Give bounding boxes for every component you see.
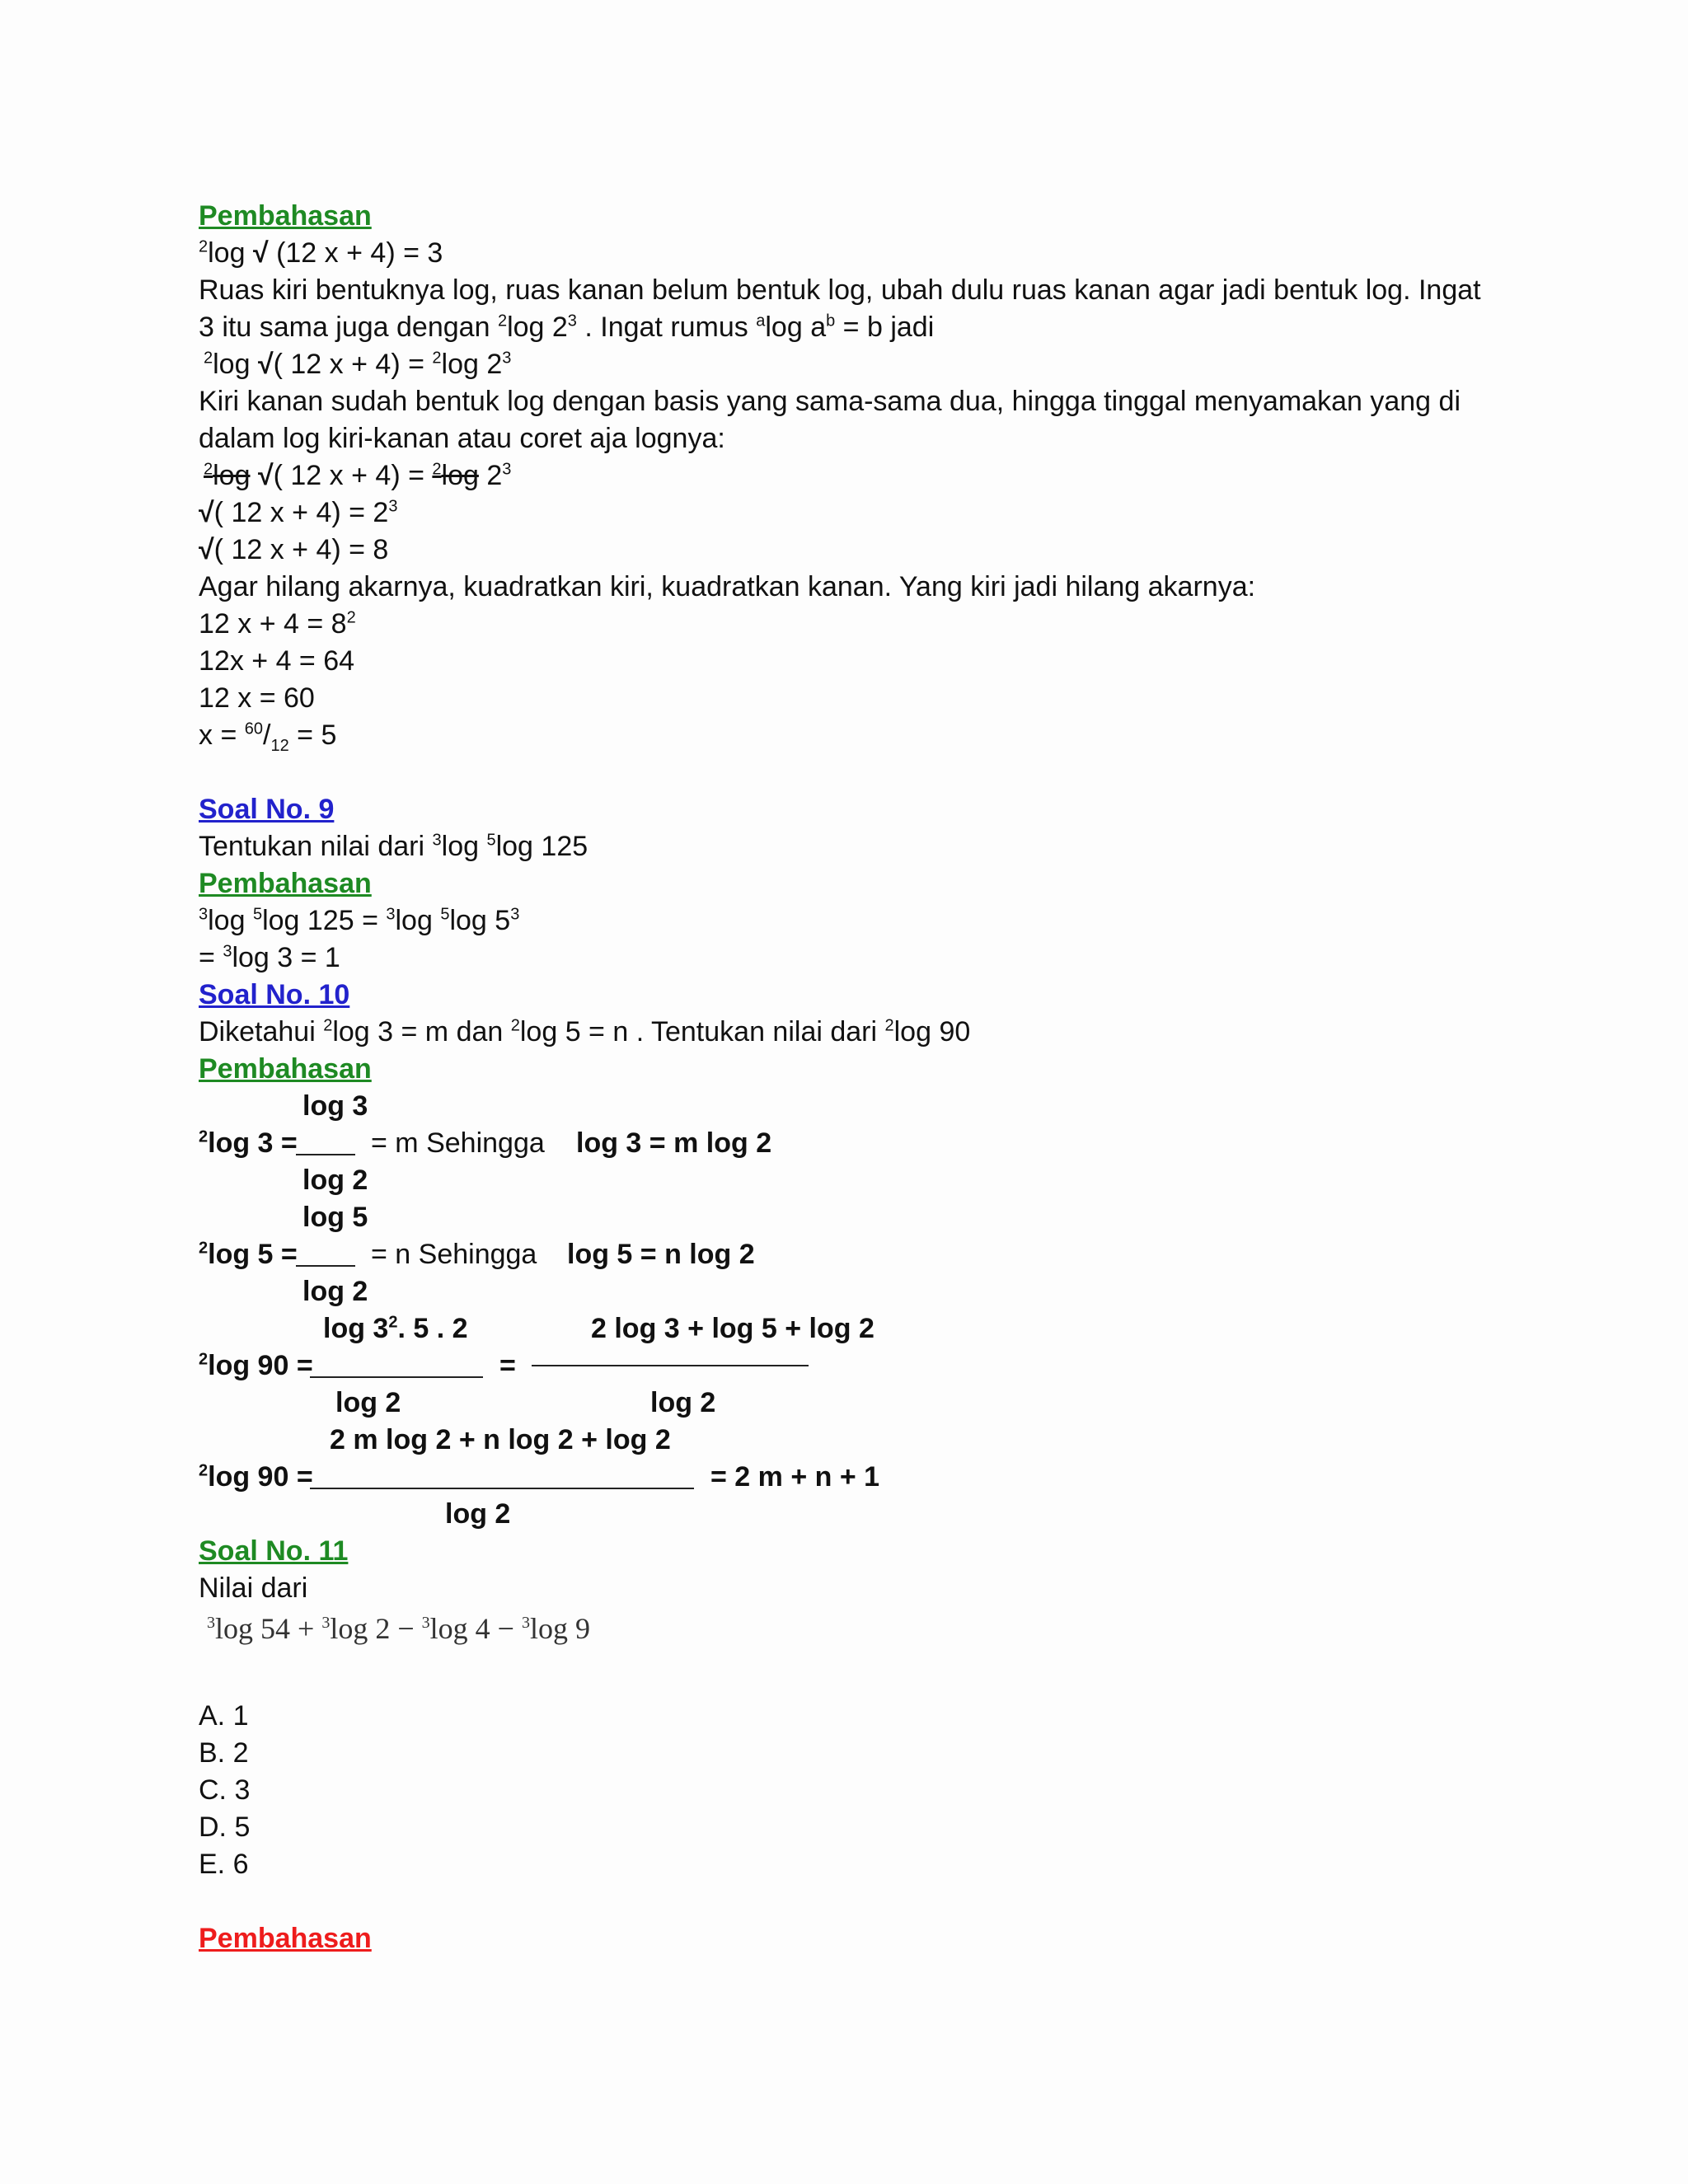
fraction-denominator: log 2 bbox=[650, 1387, 716, 1418]
pembahasan-heading-2: Pembahasan bbox=[199, 868, 372, 899]
fraction-result: = 2 m + n + 1 bbox=[710, 1461, 880, 1493]
option-e: E. 6 bbox=[199, 1849, 249, 1880]
option-a: A. 1 bbox=[199, 1700, 249, 1732]
paragraph: Agar hilang akarnya, kuadratkan kiri, kuadratkan kanan. Yang kiri jadi hilang akarnya: bbox=[199, 571, 1256, 602]
fraction-lhs: $^2$log 90 = bbox=[199, 1461, 313, 1493]
equation-line: $^2$log √( 12 x + 4) = $^2$log $2^3$ bbox=[204, 460, 512, 491]
equation-line: $^3$log $^5$log 125 = $^3$log $^5$log $5^3$ bbox=[199, 905, 520, 936]
paragraph: Kiri kanan sudah bentuk log dengan basis yang sama-sama dua, hingga tinggal menyamakan yang di bbox=[199, 386, 1461, 417]
option-c: C. 3 bbox=[199, 1774, 251, 1806]
log-expression: $^3$log 54 + $^3$log 2 − $^3$log 4 − $^3$log 9 bbox=[207, 1612, 590, 1645]
equals-sign: = bbox=[499, 1350, 516, 1381]
equation-line: √( 12 $x + 4) = 2^3$ bbox=[199, 497, 398, 528]
fraction-denominator: log 2 bbox=[302, 1165, 368, 1196]
question-text: Nilai dari bbox=[199, 1572, 308, 1604]
fraction-numerator: log 5 bbox=[302, 1202, 368, 1233]
fraction-bar bbox=[310, 1347, 483, 1378]
fraction-denominator: log 2 bbox=[445, 1498, 511, 1530]
option-b: B. 2 bbox=[199, 1737, 249, 1769]
pembahasan-heading-1: Pembahasan bbox=[199, 200, 372, 232]
paragraph: Ruas kiri bentuknya log, ruas kanan belum bentuk log, ubah dulu ruas kanan agar jadi bentuk log. Ingat bbox=[199, 274, 1481, 306]
fraction-bar bbox=[532, 1347, 809, 1366]
paragraph: 3 itu sama juga dengan $^2$log $2^3$ . Ingat rumus $^a$log $a^b = b$ jadi bbox=[199, 312, 935, 343]
fraction-denominator: log 2 bbox=[302, 1276, 368, 1307]
option-d: D. 5 bbox=[199, 1811, 251, 1843]
fraction-result: log 3 = m log 2 bbox=[576, 1127, 772, 1159]
fraction-bar bbox=[310, 1458, 694, 1489]
fraction-result: log 5 = n log 2 bbox=[567, 1239, 755, 1270]
fraction-bar bbox=[296, 1235, 355, 1267]
fraction-numerator: 2 log 3 + log 5 + log 2 bbox=[591, 1313, 874, 1344]
pembahasan-heading-4: Pembahasan bbox=[199, 1923, 372, 1954]
fraction-lhs: $^2$log 90 = bbox=[199, 1350, 313, 1381]
fraction-numerator: 2 m log 2 + n log 2 + log 2 bbox=[330, 1424, 671, 1455]
equation-line: $x = ^{60}/_{12} = 5$ bbox=[199, 719, 337, 755]
equation-line: = $^3$log 3 = 1 bbox=[199, 942, 340, 973]
soal-10-heading: Soal No. 10 bbox=[199, 979, 350, 1010]
fraction-rhs: = m Sehingga bbox=[371, 1127, 545, 1159]
equation-line: 12x + 4 = 64 bbox=[199, 645, 355, 677]
soal-9-heading: Soal No. 9 bbox=[199, 794, 335, 825]
equation-line: √( 12 x + 4) = 8 bbox=[199, 534, 389, 565]
fraction-numerator: log 3 bbox=[302, 1090, 368, 1122]
equation-line: $^2$log √( 12 x + 4) = $^2$log $2^3$ bbox=[204, 349, 512, 380]
paragraph: dalam log kiri-kanan atau coret aja lognya: bbox=[199, 423, 725, 454]
fraction-lhs: $^2$log 3 = bbox=[199, 1127, 298, 1159]
fraction-numerator: $\log 3^2$. 5 . 2 bbox=[323, 1313, 468, 1344]
pembahasan-heading-3: Pembahasan bbox=[199, 1053, 372, 1085]
question-text: Tentukan nilai dari $^3$log $^5$log 125 bbox=[199, 831, 588, 862]
question-text: Diketahui $^2$log 3 = m dan $^2$log 5 = n . Tentukan nilai dari $^2$log 90 bbox=[199, 1016, 971, 1047]
fraction-denominator: log 2 bbox=[335, 1387, 401, 1418]
soal-11-heading: Soal No. 11 bbox=[199, 1535, 349, 1567]
equation-line: 12 x = 60 bbox=[199, 682, 315, 714]
equation-line: 12 $x + 4 = 8^2$ bbox=[199, 608, 356, 640]
fraction-lhs: $^2$log 5 = bbox=[199, 1239, 298, 1270]
fraction-bar bbox=[296, 1124, 355, 1155]
fraction-rhs: = n Sehingga bbox=[371, 1239, 537, 1270]
equation-line: $^2$log √ (12 x + 4) = 3 bbox=[199, 237, 443, 269]
